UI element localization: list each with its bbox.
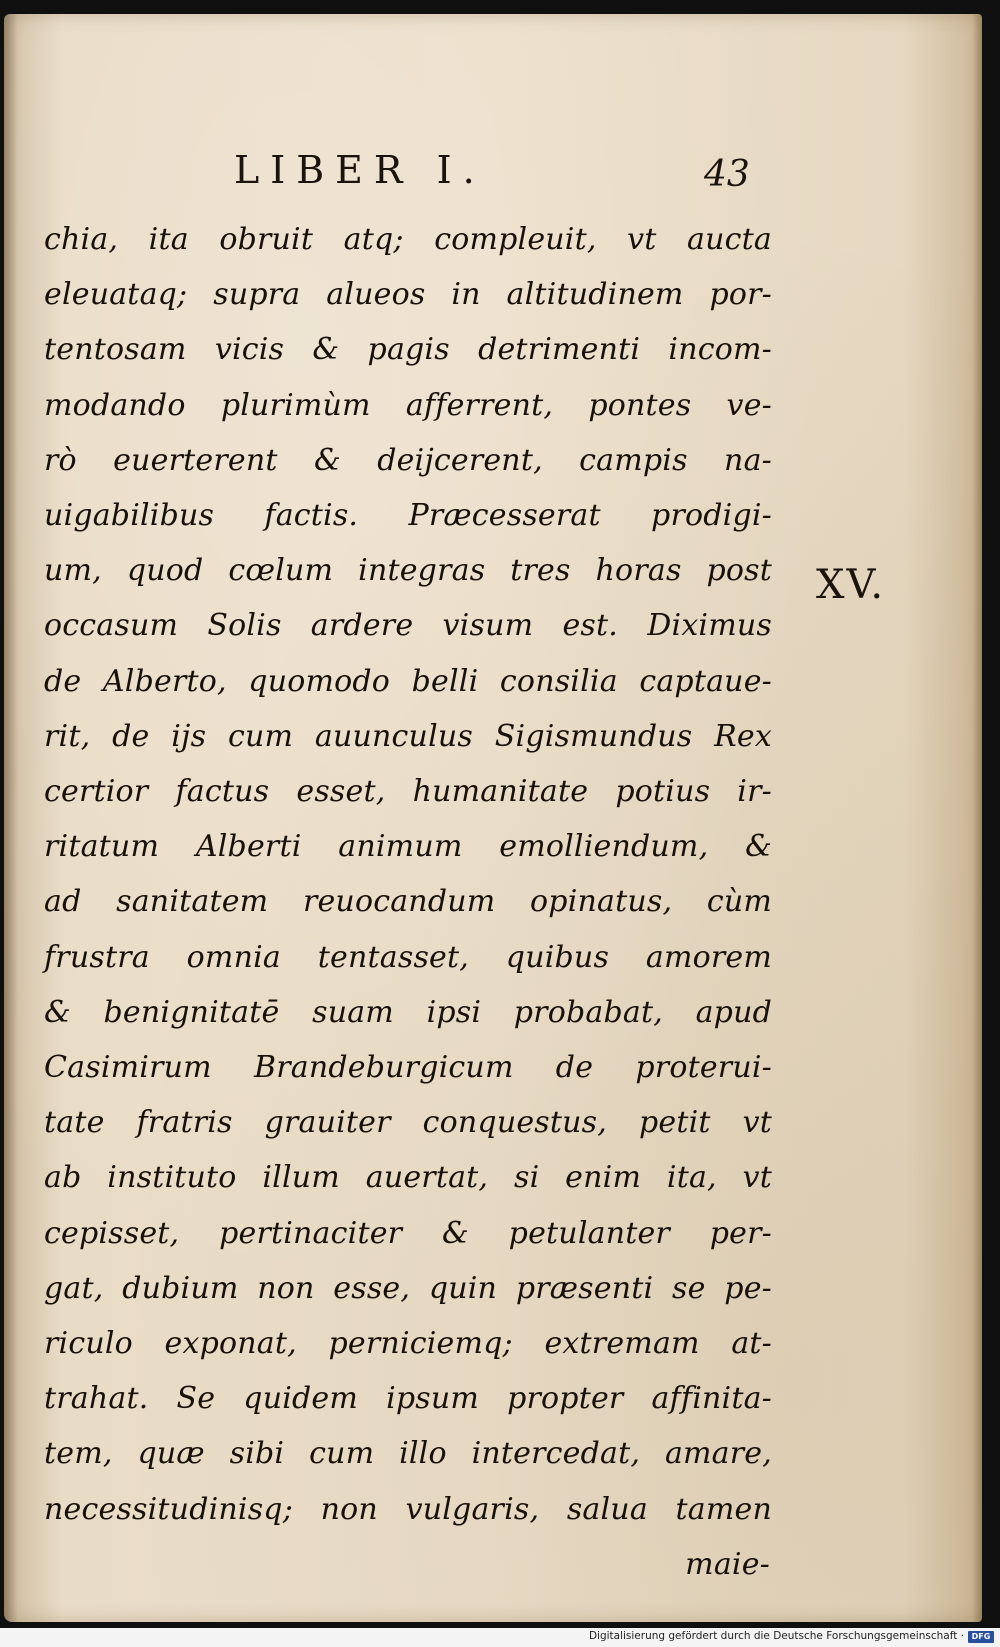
- text-line: & benignitatē suam ipsi probabat, apud: [44, 994, 772, 1030]
- text-line: tentosam vicis & pagis detrimenti incom-: [44, 332, 772, 368]
- text-line: eleuataq; supra alueos in altitudinem por-: [44, 277, 772, 313]
- marginal-chapter-number: XV.: [816, 562, 886, 608]
- text-line: necessitudinisq; non vulgaris, salua tamen: [44, 1491, 772, 1527]
- text-line: tate fratris grauiter conquestus, petit vt: [44, 1105, 772, 1141]
- text-line: frustra omnia tentasset, quibus amorem: [44, 939, 772, 975]
- catchword: maie-: [685, 1546, 770, 1582]
- text-line: rò euerterent & deijcerent, campis na-: [44, 442, 772, 478]
- text-line: rit, de ijs cum auunculus Sigismundus Rex: [44, 718, 772, 754]
- running-head: LIBER I.: [234, 148, 486, 192]
- text-line: um, quod cœlum integras tres horas post: [44, 553, 772, 589]
- text-line: occasum Solis ardere visum est. Diximus: [44, 608, 772, 644]
- text-line: modando plurimùm afferrent, pontes ve-: [44, 387, 772, 423]
- page-edge-shadow: [972, 14, 982, 1622]
- text-line: de Alberto, quomodo belli consilia captaue-: [44, 663, 772, 699]
- body-text: [44, 212, 772, 1592]
- text-line: riculo exponat, perniciemq; extremam at-: [44, 1326, 772, 1362]
- text-line: tem, quæ sibi cum illo intercedat, amare,: [44, 1436, 772, 1472]
- text-line: certior factus esset, humanitate potius ir-: [44, 774, 772, 810]
- text-line: uigabilibus factis. Præcesserat prodigi-: [44, 498, 772, 534]
- text-line: chia, ita obruit atq; compleuit, vt aucta: [44, 222, 772, 257]
- paper-page: [4, 14, 982, 1622]
- text-line: ad sanitatem reuocandum opinatus, cùm: [44, 884, 772, 920]
- text-line: trahat. Se quidem ipsum propter affinita-: [44, 1381, 772, 1417]
- digitization-credit: Digitalisierung gefördert durch die Deutsche Forschungsgemeinschaft ·: [588, 1630, 964, 1642]
- page-number: 43: [704, 154, 750, 195]
- spine-shadow: [4, 14, 18, 1622]
- dfg-logo: DFG: [968, 1631, 994, 1643]
- text-line: Casimirum Brandeburgicum de proterui-: [44, 1050, 772, 1086]
- text-line: gat, dubium non esse, quin præsenti se pe-: [44, 1270, 772, 1306]
- text-line: ritatum Alberti animum emolliendum, &: [44, 829, 772, 865]
- text-line: cepisset, pertinaciter & petulanter per-: [44, 1215, 772, 1251]
- text-line: ab instituto illum auertat, si enim ita, vt: [44, 1160, 772, 1196]
